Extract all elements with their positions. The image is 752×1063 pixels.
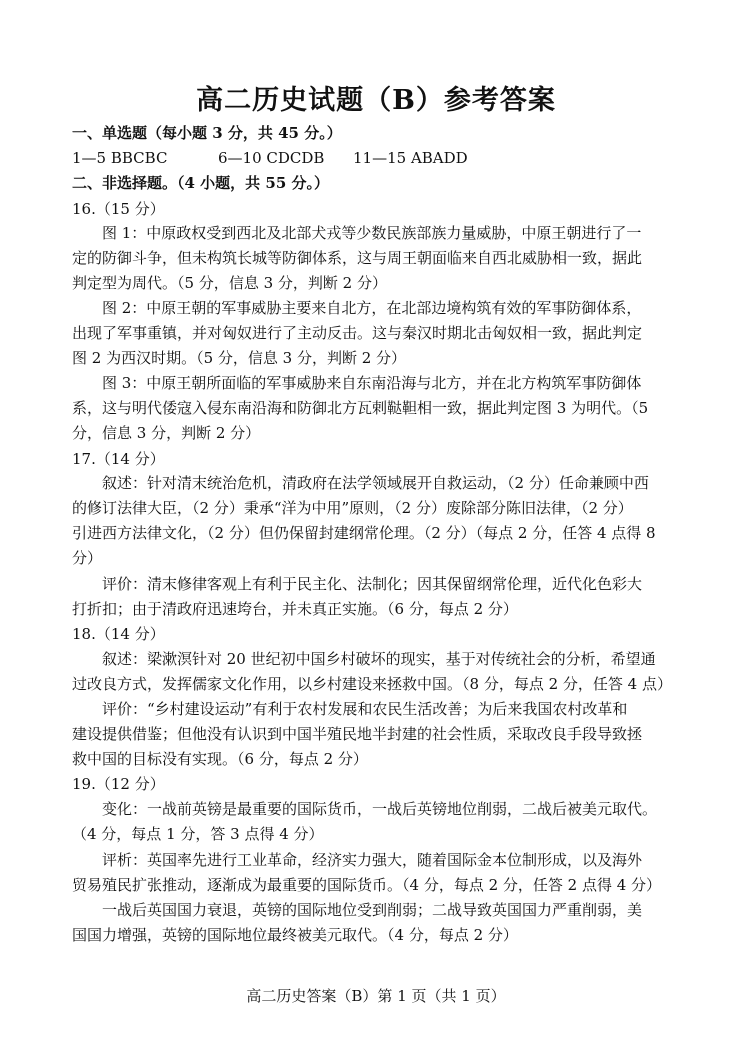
question-number: 17.（14 分）: [72, 450, 165, 468]
answer-text-line: 出现了军事重镇，并对匈奴进行了主动反击。这与秦汉时期北击匈奴相一致，据此判定: [72, 324, 643, 342]
question-number: 18.（14 分）: [72, 625, 165, 643]
page-title: 高二历史试题（B）参考答案: [196, 85, 556, 116]
answer-text-line: 定的防御斗争，但未构筑长城等防御体系，这与周王朝面临来自西北威胁相一致，据此: [72, 249, 643, 267]
answer-text-line: 叙述：针对清末统治危机，清政府在法学领域展开自救运动，（2 分）任命兼顾中西: [102, 474, 649, 492]
answer-text-line: 贸易殖民扩张推动，逐渐成为最重要的国际货币。（4 分，每点 2 分，任答 2 点得 4 分）: [72, 876, 662, 894]
answer-text-line: 的修订法律大臣，（2 分）秉承“洋为中用”原则，（2 分）废除部分陈旧法律，（2 分）: [72, 499, 633, 517]
answer-text-line: 图 3：中原王朝所面临的军事威胁来自东南沿海与北方，并在北方构筑军事防御体: [102, 374, 642, 392]
answer-text-line: 评析：英国率先进行工业革命，经济实力强大，随着国际金本位制形成，以及海外: [102, 851, 643, 869]
question-number: 19.（12 分）: [72, 775, 165, 793]
mcq-answers: [72, 147, 692, 169]
answer-text-line: 变化：一战前英镑是最重要的国际货币，一战后英镑地位削弱，二战后被美元取代。: [102, 800, 658, 818]
mcq-answer-group: 6—10 CDCDB: [218, 149, 325, 167]
answer-text-line: 建设提供借鉴；但他没有认识到中国半殖民地半封建的社会性质，采取改良手段导致拯: [72, 725, 643, 743]
answer-text-line: 叙述：梁漱溟针对 20 世纪初中国乡村破坏的现实，基于对传统社会的分析，希望通: [102, 650, 656, 668]
answer-text-line: 国国力增强，英镑的国际地位最终被美元取代。（4 分，每点 2 分）: [72, 926, 518, 944]
answer-text-line: 评价：清末修律客观上有利于民主化、法制化；因其保留纲常伦理，近代化色彩大: [102, 575, 643, 593]
answer-text-line: 分）: [72, 549, 103, 567]
answer-text-line: 图 1：中原政权受到西北及北部犬戎等少数民族部族力量威胁，中原王朝进行了一: [102, 224, 642, 242]
answer-text-line: 图 2：中原王朝的军事威胁主要来自北方，在北部边境构筑有效的军事防御体系，: [102, 299, 642, 317]
mcq-answer-group: 11—15 ABADD: [353, 149, 468, 167]
answer-text-line: 分，信息 3 分，判断 2 分）: [72, 424, 261, 442]
answer-text-line: 过改良方式，发挥儒家文化作用，以乡村建设来拯救中国。（8 分，每点 2 分，任答 4 点）: [72, 675, 672, 693]
answer-text-line: 判定型为周代。（5 分，信息 3 分，判断 2 分）: [72, 274, 387, 292]
mcq-answer-group: 1—5 BBCBC: [72, 149, 168, 167]
section1-heading: 一、单选题（每小题 3 分，共 45 分。）: [72, 124, 342, 142]
question-number: 16.（15 分）: [72, 200, 165, 218]
answer-text-line: 引进西方法律文化，（2 分）但仍保留封建纲常伦理。（2 分）（每点 2 分，任答 4 点得 8: [72, 524, 656, 542]
section2-heading: 二、非选择题。（4 小题，共 55 分。）: [72, 174, 329, 192]
answer-text-line: 打折扣；由于清政府迅速垮台，并未真正实施。（6 分，每点 2 分）: [72, 600, 518, 618]
page-footer: 高二历史答案（B）第 1 页（共 1 页）: [246, 987, 506, 1005]
answer-text-line: 图 2 为西汉时期。（5 分，信息 3 分，判断 2 分）: [72, 349, 407, 367]
answer-text-line: 评价：“乡村建设运动”有利于农村发展和农民生活改善；为后来我国农村改革和: [102, 700, 628, 718]
answer-text-line: 救中国的目标没有实现。（6 分，每点 2 分）: [72, 750, 368, 768]
answer-text-line: 系，这与明代倭寇入侵东南沿海和防御北方瓦剌鞑靼相一致，据此判定图 3 为明代。（5: [72, 399, 649, 417]
answer-text-line: 一战后英国国力衰退，英镑的国际地位受到削弱；二战导致英国国力严重削弱，美: [102, 901, 643, 919]
answer-text-line: （4 分，每点 1 分，答 3 点得 4 分）: [72, 825, 324, 843]
